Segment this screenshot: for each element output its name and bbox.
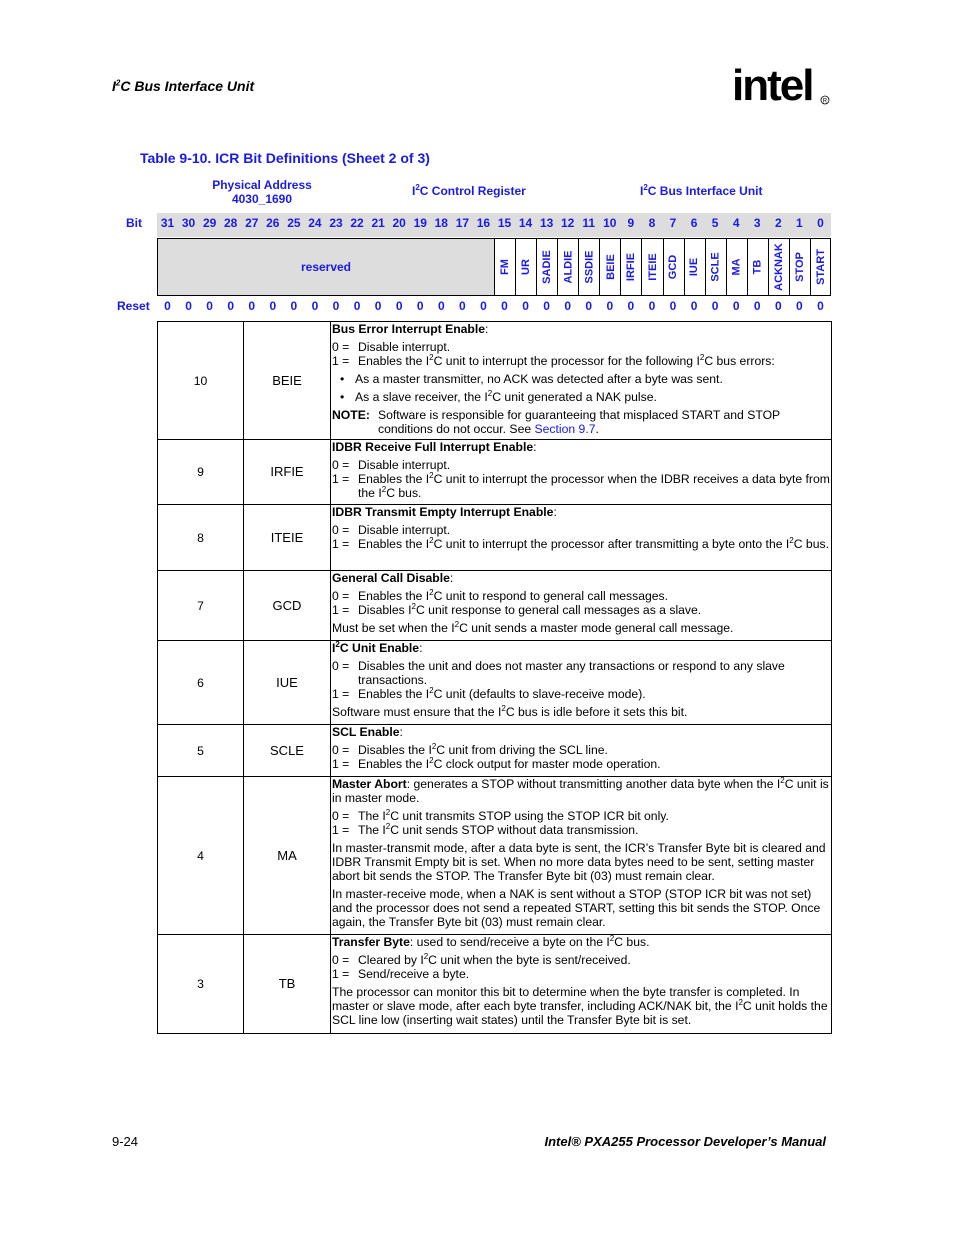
bit-number: 31: [160, 216, 175, 230]
bit-number: 15: [497, 216, 512, 230]
table-row: [158, 935, 832, 1034]
bit-number: 5: [711, 216, 719, 230]
bit-number: 11: [582, 216, 596, 230]
value-1: 1 = Enables the $I^2C$ unit to interrupt the processor after transmitting a byte onto the $I^2C$ bus.: [332, 535, 829, 551]
description-title: Transfer Byte: used to send/receive a byte on the $I^2C$ bus.: [332, 933, 650, 949]
bit-number: 6: [690, 216, 698, 230]
field-title: $I^2C$ Unit Enable: [332, 639, 420, 655]
table-row: [158, 641, 832, 725]
name-cell: IUE: [244, 641, 331, 725]
name-cell: TB: [244, 935, 331, 1034]
bullet-item: • As a slave receiver, the $I^2C$ unit generated a NAK pulse.: [340, 388, 657, 404]
description-cell: [331, 935, 832, 1034]
value-1: 1 = Enables the $I^2C$ unit (defaults to slave-receive mode).: [332, 685, 646, 701]
reset-value: 0: [480, 299, 487, 313]
table-row: [158, 777, 832, 935]
bit-number: 14: [518, 216, 533, 230]
field-aldie: ALDIE: [557, 239, 578, 295]
reset-value: 0: [395, 299, 403, 313]
reset-value: 0: [311, 299, 319, 313]
unit-label: $I^2C$ Bus Interface Unit: [640, 183, 763, 198]
reset-value: 0: [564, 299, 572, 313]
note: NOTE: Software is responsible for guaranteeing that misplaced START and STOP conditions do not occur. See Section 9.7.: [332, 408, 780, 436]
bit-number: 10: [603, 216, 617, 230]
bullet-item: • As a master transmitter, no ACK was detected after a byte was sent.: [340, 372, 723, 386]
manual-title: Intel® PXA255 Processor Developer’s Manual: [544, 1134, 826, 1149]
bit-number: 13: [539, 216, 554, 230]
bit-number: 0: [817, 216, 824, 230]
description-cell: [331, 440, 832, 505]
value-1: 1 = Enables the $I^2C$ clock output for master mode operation.: [332, 755, 661, 771]
description-cell: [331, 322, 832, 440]
description-title: IDBR Transmit Empty Interrupt Enable:: [332, 505, 557, 519]
paragraph: Must be set when the $I^2C$ unit sends a master mode general call message.: [332, 619, 734, 635]
bit-number: 17: [455, 216, 470, 230]
physical-address: Physical Address 4030_1690: [212, 178, 312, 206]
description-title: General Call Disable:: [332, 571, 454, 585]
paragraph: In master-receive mode, when a NAK is sent without a STOP (STOP ICR bit was not set) and the processor does not send a repeated START, setting this bit sends the STOP. Once again, the Transfer Byte bit (03) must remain clear.: [332, 887, 821, 929]
reset-value: 0: [248, 299, 256, 313]
bit-number: 25: [287, 216, 301, 230]
bit-definitions-table: [157, 321, 832, 1034]
field-ma: MA: [726, 239, 747, 295]
reset-value: 0: [290, 299, 298, 313]
reset-value: 0: [817, 299, 824, 313]
name-cell: MA: [244, 777, 331, 935]
description-cell: [331, 505, 832, 571]
field-ssdie: SSDIE: [578, 239, 599, 295]
bit-cell: 10: [158, 322, 244, 440]
paragraph: In master-transmit mode, after a data byte is sent, the ICR’s Transfer Byte bit is cleared and IDBR Transmit Empty bit is set. When no more data bytes need to be sent, setting master abort bit sends the STOP. The Transfer Byte bit (03) must remain clear.: [332, 841, 826, 883]
description-title: IDBR Receive Full Interrupt Enable:: [332, 440, 537, 454]
reset-value: 0: [227, 299, 235, 313]
reset-value: 0: [522, 299, 529, 313]
bit-number: 28: [224, 216, 238, 230]
bit-label: Bit: [126, 216, 142, 230]
bit-number: 2: [774, 216, 782, 230]
field-iteie: ITEIE: [641, 239, 662, 295]
reset-value: 0: [690, 299, 698, 313]
bit-number: 3: [753, 216, 761, 230]
reset-value: 0: [353, 299, 361, 313]
reset-value: 0: [437, 299, 445, 313]
bit-number: 29: [202, 216, 217, 230]
description-title: Bus Error Interrupt Enable:: [332, 322, 489, 336]
reset-value: 0: [585, 299, 593, 313]
logo-wordmark: intel: [732, 61, 813, 110]
field-scle: SCLE: [705, 239, 726, 295]
table-row: [158, 571, 832, 641]
intel-logo: [732, 58, 832, 118]
section-header: $I^2C$ Bus Interface Unit: [112, 78, 255, 94]
bit-cell: 5: [158, 725, 244, 777]
value-1: 1 = The $I^2C$ unit sends STOP without data transmission.: [332, 821, 639, 837]
bit-number: 7: [669, 216, 677, 230]
bit-cell: 6: [158, 641, 244, 725]
table-row: [158, 440, 832, 505]
bit-number: 4: [732, 216, 740, 230]
field-ur: UR: [515, 239, 536, 295]
control-register-label: $I^2C$ Control Register: [412, 183, 526, 198]
field-title: Transfer Byte: [332, 935, 410, 949]
bit-number: 21: [371, 216, 385, 230]
bit-number: 27: [245, 216, 259, 230]
field-title: IDBR Receive Full Interrupt Enable: [332, 440, 534, 454]
reset-value: 0: [416, 299, 424, 313]
field-gcd: GCD: [663, 239, 684, 295]
reset-value: 0: [732, 299, 740, 313]
reset-value: 0: [627, 299, 635, 313]
description-cell: [331, 777, 832, 935]
bit-cell: 8: [158, 505, 244, 571]
reset-value: 0: [711, 299, 719, 313]
bit-cell: 3: [158, 935, 244, 1034]
bit-number: 30: [181, 216, 196, 230]
table-row: [158, 322, 832, 440]
value-0: 0 = The $I^2C$ unit transmits STOP using the STOP ICR bit only.: [332, 807, 669, 823]
bit-number: 26: [266, 216, 280, 230]
bit-number: 20: [392, 216, 406, 230]
value-0: 0 = Disables the $I^2C$ unit from driving the SCL line.: [332, 741, 608, 757]
reset-value: 0: [796, 299, 803, 313]
name-cell: GCD: [244, 571, 331, 641]
field-title: Master Abort: [332, 777, 407, 791]
value-0: 0 = Disable interrupt.: [332, 458, 451, 472]
bit-cell: 7: [158, 571, 244, 641]
value-0: 0 = Disable interrupt.: [332, 340, 451, 354]
bit-number: 12: [561, 216, 575, 230]
field-acknak: ACKNAK: [768, 239, 789, 295]
reset-value: 0: [501, 299, 508, 313]
bit-number: 9: [627, 216, 635, 230]
reset-value: 0: [648, 299, 656, 313]
reset-label: Reset: [117, 299, 150, 313]
field-start: START: [810, 239, 831, 295]
value-0: 0 = Cleared by $I^2C$ unit when the byte is sent/received.: [332, 951, 631, 967]
page-number: 9-24: [112, 1134, 139, 1149]
field-beie: BEIE: [599, 239, 620, 295]
bit-number: 22: [350, 216, 364, 230]
bit-cell: 4: [158, 777, 244, 935]
field-irfie: IRFIE: [620, 239, 641, 295]
reset-value: 0: [543, 299, 550, 313]
field-title: SCL Enable: [332, 725, 400, 739]
field-sadie: SADIE: [536, 239, 557, 295]
value-1: 1 = Enables the $I^2C$ unit to interrupt the processor for the following $I^2C$ bus errors:: [332, 352, 775, 368]
field-fm: FM: [494, 239, 515, 295]
field-title: IDBR Transmit Empty Interrupt Enable: [332, 505, 554, 519]
value-1: 1 = Disables $I^2C$ unit response to general call messages as a slave.: [332, 601, 702, 617]
value-1: 1 = Send/receive a byte.: [332, 967, 470, 981]
name-cell: SCLE: [244, 725, 331, 777]
bit-number: 23: [329, 216, 343, 230]
reset-value: 0: [374, 299, 382, 313]
bit-number: 24: [308, 216, 322, 230]
bit-number: 1: [796, 216, 803, 230]
name-cell: IRFIE: [244, 440, 331, 505]
description-title: Master Abort: generates a STOP without transmitting another data byte when the $I^2C$ unit is in master mode.: [332, 775, 829, 805]
value-0: 0 = Disable interrupt.: [332, 523, 451, 537]
field-iue: IUE: [684, 239, 705, 295]
description-title: $I^2C$ Unit Enable:: [332, 639, 423, 655]
reset-value: 0: [269, 299, 277, 313]
value-0: 0 = Enables the $I^2C$ unit to respond to general call messages.: [332, 587, 669, 603]
paragraph: The processor can monitor this bit to determine when the byte transfer is completed. In master or slave mode, after each byte transfer, including ACK/NAK bit, the $I^2C$ unit holds the SCL line low (inserting wait states) until the Transfer Byte bit is set.: [332, 985, 828, 1027]
field-title: General Call Disable: [332, 571, 450, 585]
bit-number: 8: [648, 216, 656, 230]
table-row: [158, 725, 832, 777]
svg-text:R: R: [822, 98, 828, 105]
description-title: SCL Enable:: [332, 725, 403, 739]
reset-value: 0: [206, 299, 213, 313]
field-tb: TB: [747, 239, 768, 295]
table-caption: Table 9-10. ICR Bit Definitions (Sheet 2 of 3): [140, 150, 430, 166]
field-title: Bus Error Interrupt Enable: [332, 322, 486, 336]
reset-value: 0: [606, 299, 614, 313]
description-cell: [331, 725, 832, 777]
reset-value: 0: [459, 299, 466, 313]
name-cell: BEIE: [244, 322, 331, 440]
bit-number: 18: [434, 216, 448, 230]
bit-cell: 9: [158, 440, 244, 505]
reset-value: 0: [164, 299, 171, 313]
reset-value: 0: [185, 299, 192, 313]
reset-value: 0: [669, 299, 677, 313]
table-row: [158, 505, 832, 571]
value-1: 1 = Enables the $I^2C$ unit to interrupt the processor when the IDBR receives a data byte from the $I^2C$ bus.: [332, 470, 830, 500]
reset-value: 0: [332, 299, 340, 313]
bit-number: 16: [476, 216, 491, 230]
section-link[interactable]: Section 9.7: [534, 422, 596, 436]
bit-number: 19: [413, 216, 427, 230]
reserved-field: reserved: [158, 239, 494, 295]
field-stop: STOP: [789, 239, 810, 295]
value-0: 0 = Disables the unit and does not master any transactions or respond to any slave transactions.: [332, 659, 785, 687]
name-cell: ITEIE: [244, 505, 331, 571]
description-cell: [331, 571, 832, 641]
reset-value: 0: [774, 299, 782, 313]
description-cell: [331, 641, 832, 725]
paragraph: Software must ensure that the $I^2C$ bus is idle before it sets this bit.: [332, 703, 688, 719]
reset-value: 0: [753, 299, 761, 313]
